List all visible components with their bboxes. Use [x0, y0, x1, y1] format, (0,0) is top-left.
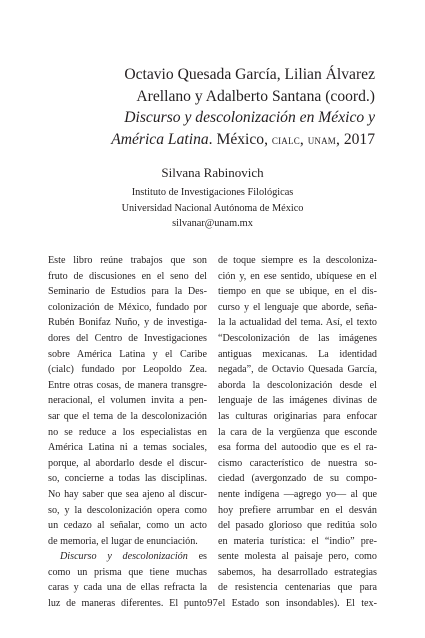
- text-line: colonización de México, fundado por: [48, 301, 207, 313]
- text-line: Discurso y descolonización es: [60, 551, 207, 563]
- text-line: nente indígena —agrego yo— al que: [218, 488, 377, 500]
- text-line: esa forma del autoodio que es el ra-: [218, 442, 377, 454]
- bibliographic-header: [60, 64, 375, 151]
- text-line: sar que el tema de la descolonización: [48, 410, 207, 422]
- text-line: negada”, de Octavio Quesada García,: [218, 364, 377, 376]
- header-publication-sep: . México,: [208, 130, 272, 148]
- text-line: la cara de la vergüenza que esconde: [218, 426, 377, 438]
- book-title-part-1: Discurso y descolonización en México y: [124, 109, 375, 126]
- text-line: ciedad (avergonzado de su compo-: [218, 473, 377, 485]
- text-line: aborda la descolonización desde el: [218, 379, 377, 391]
- text-line: “Descolonización de las imágenes: [218, 332, 377, 344]
- text-line: Seminario de Estudios para la Des-: [48, 286, 207, 298]
- text-line: el Estado son insondables). El tex-: [218, 598, 377, 610]
- header-authors-line-1: Octavio Quesada García, Lilian Álvarez: [124, 66, 375, 83]
- text-line: luz de maneras diferentes. El punto: [48, 598, 207, 610]
- text-line: lenguaje de las imágenes divinas de: [218, 395, 377, 407]
- text-line: como un prisma que tiene muchas: [48, 566, 207, 578]
- text-line: sabemos, ha desarrollado estrategias: [218, 566, 377, 578]
- text-line: las culturas originarias para enfocar: [218, 410, 377, 422]
- text-line: no se reduce a los especialistas en: [48, 426, 207, 438]
- text-line: porque, al abordarlo desde el discur-: [48, 457, 207, 469]
- publisher-unam: unam: [307, 132, 337, 147]
- author-email: silvanar@unam.mx: [172, 218, 253, 229]
- text-line: de toque siempre es la descoloniza-: [218, 255, 377, 266]
- text-line: del pasado glorioso que reditúa solo: [218, 520, 377, 532]
- text-line: dores del Centro de Investigaciones: [48, 332, 207, 344]
- right-text-column: [218, 253, 377, 612]
- text-line: No hay saber que sea ajeno al discur-: [48, 488, 207, 500]
- text-line: en materia turística: el “indio” pre-: [218, 535, 377, 547]
- review-author-block: [50, 164, 375, 232]
- text-line: Este libro reúne trabajos que son: [48, 255, 207, 266]
- text-line: so, concierne a todas las disciplinas.: [48, 473, 207, 485]
- text-line: curso y el lenguaje que aborde, seña-: [218, 301, 377, 313]
- author-name: Silvana Rabinovich: [161, 165, 264, 180]
- author-institute: Instituto de Investigaciones Filológicas: [131, 187, 294, 198]
- text-line: un cedazo al señalar, como un acto: [48, 520, 207, 532]
- text-line: neracional, el volumen invita a pen-: [48, 395, 207, 407]
- text-line: (cialc) fundado por Leopoldo Zea.: [48, 364, 207, 376]
- author-university: Universidad Nacional Autónoma de México: [121, 202, 304, 214]
- publisher-cialc: cialc: [271, 132, 300, 147]
- publication-year: , 2017: [336, 130, 375, 148]
- text-line: tiempo en que se ubique, en el dis-: [218, 286, 377, 298]
- left-text-column: [48, 253, 207, 612]
- text-line: ción y, en ese sentido, ubíquese en el: [218, 270, 377, 282]
- text-line: cismo característico de nuestra so-: [218, 457, 377, 469]
- page-number: 97: [207, 598, 218, 609]
- text-line: Entre otras cosas, de manera transgre-: [48, 379, 207, 391]
- text-line: antiguas mexicanas. La identidad: [218, 348, 377, 360]
- text-line: sobre América Latina y el Caribe: [48, 348, 207, 360]
- text-line: sente molesta al paisaje pero, como: [218, 551, 377, 563]
- text-line: la la actualidad del tema. Así, el texto: [218, 317, 377, 329]
- header-title-line-1: [60, 107, 375, 129]
- book-title-part-2: América Latina: [111, 130, 209, 148]
- text-line: hoy prefiere arrumbar en el desván: [218, 504, 377, 516]
- header-comma: ,: [299, 130, 308, 148]
- text-line: so, y la descolonización opera como: [48, 504, 207, 516]
- header-authors-line-2: Arellano y Adalberto Santana (coord.): [136, 87, 375, 105]
- text-line: de memoria, el lugar de enunciación.: [48, 535, 198, 547]
- text-line: Rubén Bonifaz Nuño, y de investiga-: [48, 317, 207, 329]
- text-line: de resistencia centenarias que para: [218, 582, 377, 594]
- text-line: caras y cada una de ellas refracta la: [48, 582, 207, 594]
- text-line: fruto de discusiones en el seno del: [48, 270, 207, 282]
- text-line: América Latina ni a temas sociales,: [48, 442, 207, 454]
- header-title-line-2: [60, 129, 375, 152]
